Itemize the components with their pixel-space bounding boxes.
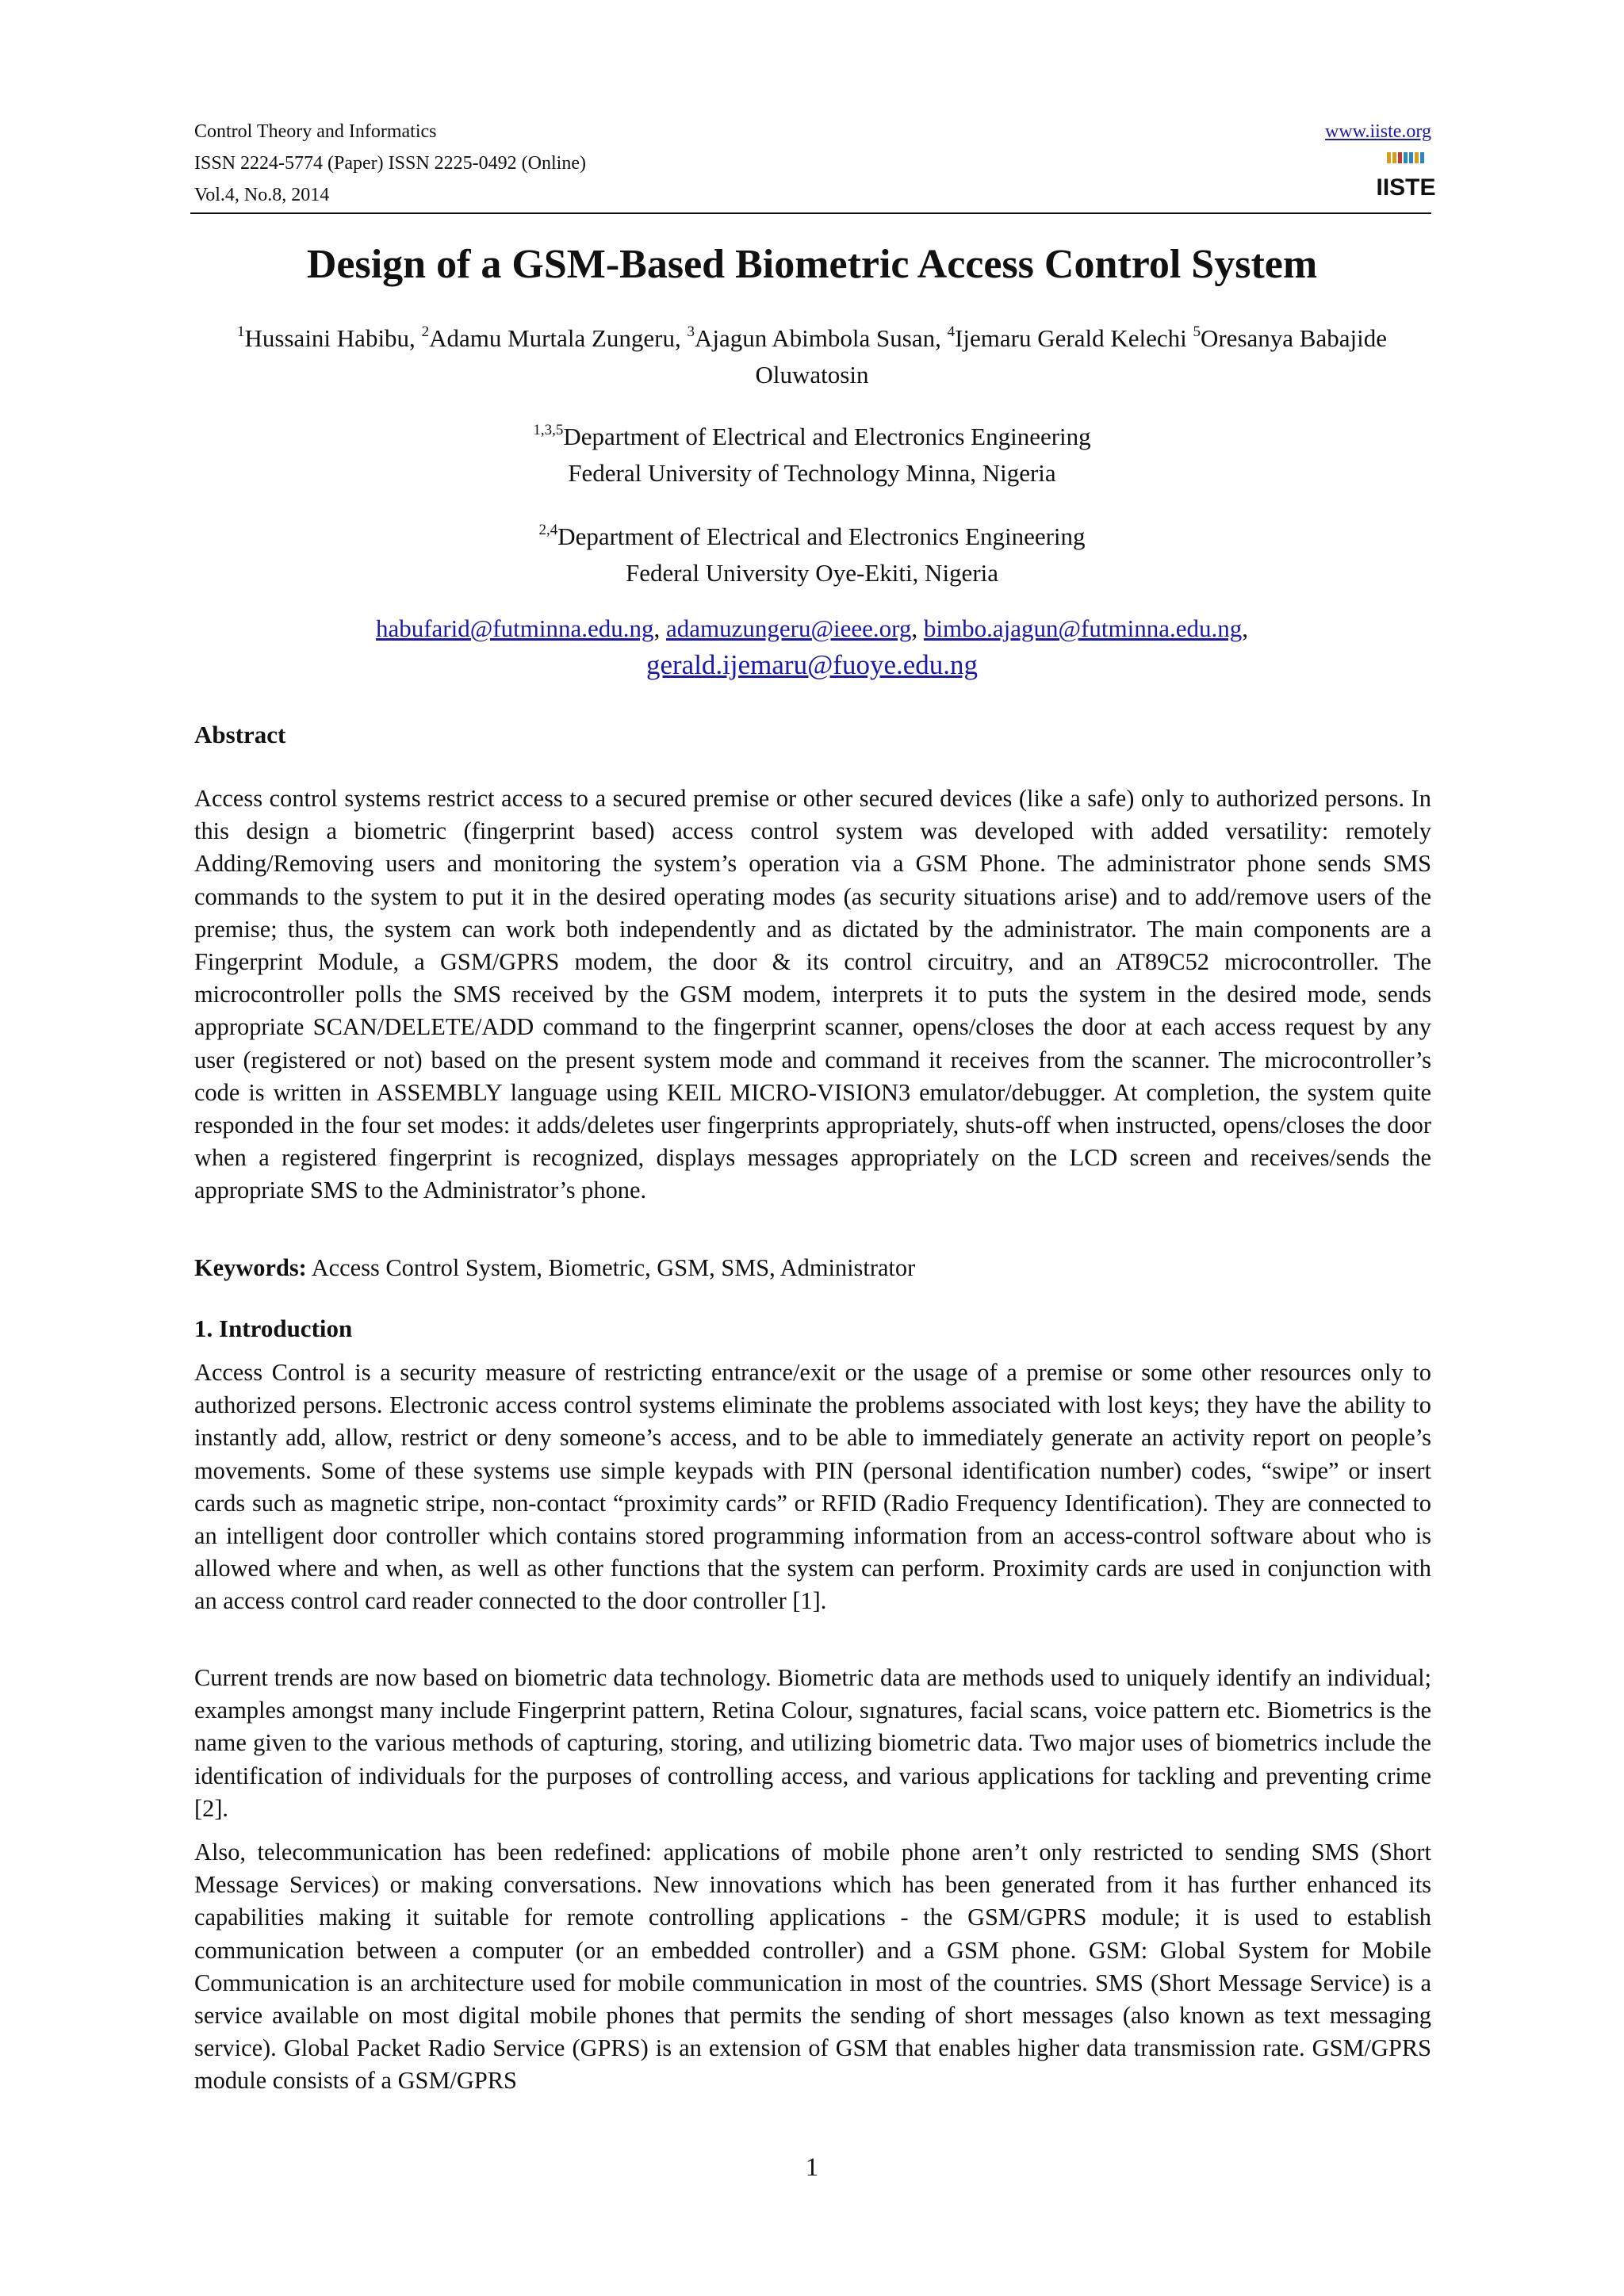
email-link[interactable]: gerald.ijemaru@fuoye.edu.ng: [645, 649, 979, 680]
abstract-text: Access control systems restrict access to a secured premise or other secured devices (like a safe) only to authorized persons. In this design a biometric (fingerprint based) access control system was developed with added versatility: remotely Adding/Removing users and monitoring the system’s operation via a GSM Phone. The administrator phone sends SMS commands to the system to put it in the desired operating modes (as security situations arise) and to add/remove users of the premise; thus, the system can work both independently and as dictated by the administrator. The main components are a Fingerprint Module, a GSM/GPRS modem, the door & its control circuitry, and an AT89C52 microcontroller. The microcontroller polls the SMS received by the GSM modem, interprets it to puts the system in the desired mode, sends appropriate SCAN/DELETE/ADD command to the fingerprint scanner, opens/closes the door at each access request by any user (registered or not) based on the present system mode and command it receives from the scanner. The microcontroller’s code is written in ASSEMBLY language using KEIL MICRO-VISION3 emulator/debugger. At completion, the system quite responded in the four set modes: it adds/deletes user fingerprints appropriately, shuts-off when instructed, opens/closes the door when a registered fingerprint is recognized, displays messages appropriately on the LCD screen and receives/sends the appropriate SMS to the Administrator’s phone.: [194, 785, 1431, 1204]
logo-text: IISTE: [1376, 174, 1436, 201]
keywords-label: Keywords:: [194, 1254, 307, 1281]
introduction-heading: 1. Introduction: [194, 1314, 353, 1342]
author-sup: 5: [1193, 323, 1201, 340]
affiliation-inst: Federal University of Technology Minna, Nigeria: [568, 459, 1056, 487]
affiliation-sup: 1,3,5: [533, 422, 564, 438]
iiste-logo-icon: [1376, 151, 1436, 201]
author-sup: 2: [421, 323, 430, 340]
journal-volume: Vol.4, No.8, 2014: [194, 185, 330, 205]
author-name: Ajagun Abimbola Susan,: [694, 324, 948, 352]
journal-issn: ISSN 2224-5774 (Paper) ISSN 2225-0492 (Online): [194, 153, 586, 174]
email-link[interactable]: bimbo.ajagun@futminna.edu.ng: [923, 614, 1243, 642]
author-name: Ijemaru Gerald Kelechi: [955, 324, 1193, 352]
affiliation-dept: Department of Electrical and Electronics Engineering: [557, 522, 1086, 550]
author-sup: 1: [237, 323, 245, 340]
author-name: Hussaini Habibu,: [244, 324, 422, 352]
abstract-heading: Abstract: [194, 721, 286, 748]
author-list: [182, 320, 1442, 393]
website-link[interactable]: www.iiste.org: [1325, 121, 1431, 142]
intro-paragraph-2: Current trends are now based on biometric data technology. Biometric data are methods used to uniquely identify an individual; examples amongst many include Fingerprint pattern, Retina Colour, sıgnatures, facial scans, voice pattern etc. Biometrics is the name given to the various methods of capturing, storing, and utilizing biometric data. Two major uses of biometrics include the identification of individuals for the purposes of controlling access, and various applications for tackling and preventing crime [2].: [194, 1664, 1431, 1822]
header-rule: [190, 212, 1431, 214]
affiliation-dept: Department of Electrical and Electronics Engineering: [563, 423, 1091, 450]
keywords: [194, 1250, 1431, 1285]
intro-paragraph-1: Access Control is a security measure of restricting entrance/exit or the usage of a premise or some other resources only to authorized persons. Electronic access control systems eliminate the problems associated with lost keys; they have the ability to instantly add, allow, restrict or deny someone’s access, and to be able to immediately generate an activity report on people’s movements. Some of these systems use simple keypads with PIN (personal identification number) codes, “swipe” or insert cards such as magnetic stripe, non-contact “proximity cards” or RFID (Radio Frequency Identification). They are connected to an intelligent door controller which contains stored programming information from an access-control software about who is allowed where and when, as well as other functions that the system can perform. Proximity cards are used in conjunction with an access control card reader connected to the door controller [1].: [194, 1359, 1431, 1615]
keywords-text: Access Control System, Biometric, GSM, SMS, Administrator: [311, 1254, 916, 1281]
author-emails: habufarid@futminna.edu.ng, adamuzungeru@ieee.org, bimbo.ajagun@futminna.edu.ng, gerald.ijemaru@fuoye.edu.ng: [375, 614, 1249, 680]
journal-name: Control Theory and Informatics: [194, 121, 437, 142]
paper-title: Design of a GSM-Based Biometric Access Control System: [306, 242, 1318, 287]
email-link[interactable]: adamuzungeru@ieee.org: [665, 614, 912, 642]
author-sup: 3: [687, 323, 695, 340]
header-right: [1325, 116, 1431, 147]
author-name: Oresanya Babajide Oluwatosin: [755, 324, 1387, 388]
journal-header: [194, 116, 586, 211]
intro-paragraph-3: Also, telecommunication has been redefined: applications of mobile phone aren’t only restricted to sending SMS (Short Message Services) or making conversations. New innovations which has been generated from it has further enhanced its capabilities making it suitable for remote controlling applications - the GSM/GPRS module; it is used to establish communication between a computer (or an embedded controller) and a GSM phone. GSM: Global System for Mobile Communication is an architecture used for mobile communication in most of the countries. SMS (Short Message Service) is a service available on most digital mobile phones that permits the sending of short messages (also known as text messaging service). Global Packet Radio Service (GPRS) is an extension of GSM that enables higher data transmission rate. GSM/GPRS module consists of a GSM/GPRS: [194, 1839, 1431, 2095]
author-sup: 4: [947, 323, 956, 340]
author-name: Adamu Murtala Zungeru,: [429, 324, 688, 352]
affiliation-sup: 2,4: [538, 522, 558, 538]
page-number: 1: [805, 2153, 819, 2182]
affiliation-inst: Federal University Oye-Ekiti, Nigeria: [625, 559, 999, 587]
affiliation-1: [238, 419, 1386, 492]
email-link[interactable]: habufarid@futminna.edu.ng: [375, 614, 654, 642]
affiliation-2: [238, 519, 1386, 591]
